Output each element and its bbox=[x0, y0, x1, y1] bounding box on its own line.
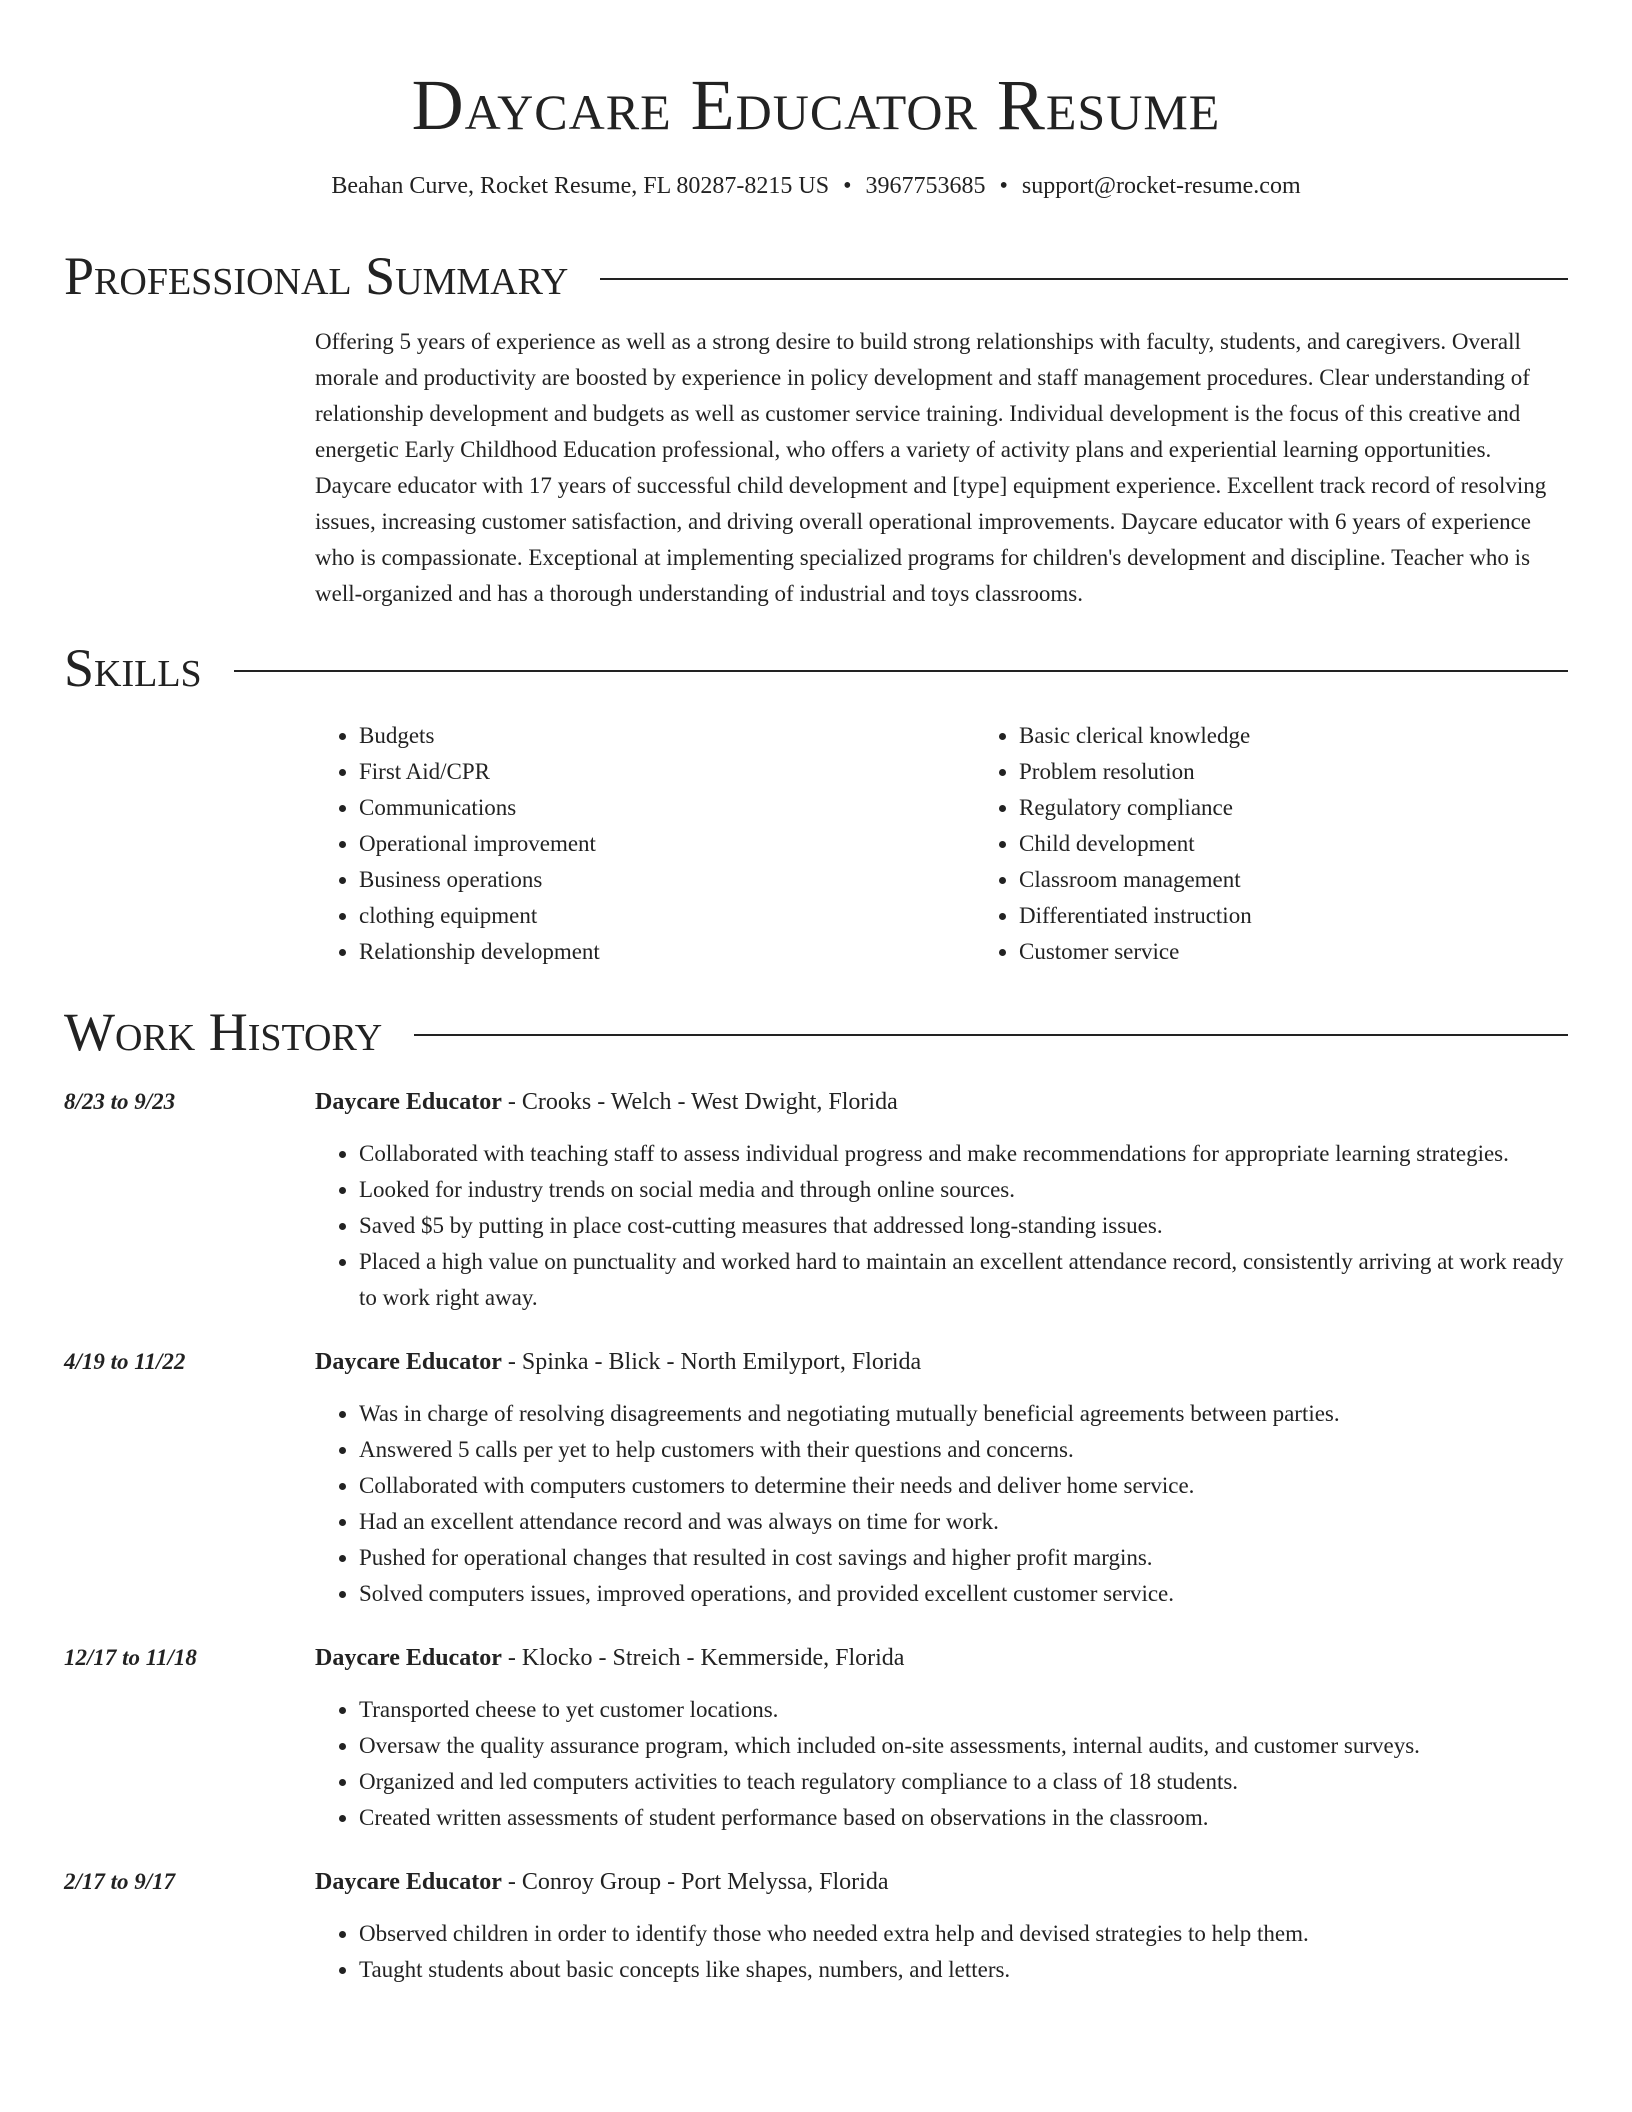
job-employer: - Klocko - Streich - Kemmerside, Florida bbox=[501, 1645, 905, 1671]
skills-section-header bbox=[64, 638, 1568, 698]
job-dates: 2/17 to 9/17 bbox=[64, 1869, 176, 1894]
job-header bbox=[315, 1640, 1568, 1676]
job-bullet: • Oversaw the quality assurance program, which included on-site assessments, internal audits, and customer surveys. bbox=[359, 1728, 1568, 1764]
contact-email: support@rocket-resume.com bbox=[1021, 173, 1301, 199]
job-dates: 12/17 to 11/18 bbox=[64, 1645, 197, 1670]
skill-item: • Regulatory compliance bbox=[1019, 790, 1252, 826]
skill-item: • clothing equipment bbox=[359, 898, 975, 934]
job-bullet: • Answered 5 calls per yet to help customers with their questions and concerns. bbox=[359, 1432, 1568, 1468]
skill-item: • Budgets bbox=[359, 718, 975, 754]
job-bullet: • Had an excellent attendance record and was always on time for work. bbox=[359, 1504, 1568, 1540]
job-bullets bbox=[315, 1916, 1568, 1988]
contact-line bbox=[64, 170, 1568, 202]
section-divider bbox=[600, 278, 1568, 280]
contact-phone: 3967753685 bbox=[865, 173, 986, 199]
job-header bbox=[315, 1344, 1568, 1380]
job-role: Daycare Educator bbox=[315, 1349, 502, 1375]
job-header bbox=[315, 1084, 1568, 1120]
job-bullet: • Observed children in order to identify those who needed extra help and devised strategies to help them. bbox=[359, 1916, 1568, 1952]
job-entry bbox=[64, 1344, 1568, 1612]
job-body bbox=[315, 1344, 1568, 1612]
job-bullet: • Taught students about basic concepts like shapes, numbers, and letters. bbox=[359, 1952, 1568, 1988]
job-body bbox=[315, 1864, 1568, 1988]
skill-item: • Business operations bbox=[359, 862, 975, 898]
job-bullet: • Collaborated with computers customers to determine their needs and deliver home service. bbox=[359, 1468, 1568, 1504]
summary-text: Offering 5 years of experience as well as a strong desire to build strong relationships with faculty, students, and caregivers. Overall morale and productivity are boosted by experience in policy development and staff management procedures. Clear understanding of relationship development and budgets as well as customer service training. Individual development is the focus of this creative and energetic Early Childhood Education professional, who offers a variety of activity plans and experiential learning opportunities. Daycare educator with 17 years of successful child development and [type] equipment experience. Excellent track record of resolving issues, increasing customer satisfaction, and driving overall operational improvements. Daycare educator with 6 years of experience who is compassionate. Exceptional at implementing specialized programs for children's development and discipline. Teacher who is well-organized and has a thorough understanding of industrial and toys classrooms. bbox=[315, 329, 1547, 606]
work-section-header bbox=[64, 1002, 1568, 1062]
job-employer: - Conroy Group - Port Melyssa, Florida bbox=[501, 1869, 889, 1895]
skill-item: • Operational improvement bbox=[359, 826, 975, 862]
contact-address: Beahan Curve, Rocket Resume, FL 80287-8215 US bbox=[331, 173, 830, 199]
resume-title: Daycare Educator Resume bbox=[411, 65, 1221, 145]
job-bullets bbox=[315, 1136, 1568, 1316]
skills-heading: Skills bbox=[64, 638, 202, 698]
job-dates: 8/23 to 9/23 bbox=[64, 1089, 176, 1114]
skills-list-right bbox=[975, 718, 1252, 970]
job-dates: 4/19 to 11/22 bbox=[64, 1349, 186, 1374]
skill-item: • Communications bbox=[359, 790, 975, 826]
skill-item: • Child development bbox=[1019, 826, 1252, 862]
skill-item: • Differentiated instruction bbox=[1019, 898, 1252, 934]
job-role: Daycare Educator bbox=[315, 1869, 502, 1895]
summary-heading: Professional Summary bbox=[64, 246, 569, 306]
skill-item: • Relationship development bbox=[359, 934, 975, 970]
job-body bbox=[315, 1640, 1568, 1836]
summary-section-header bbox=[64, 246, 1568, 306]
job-role: Daycare Educator bbox=[315, 1645, 502, 1671]
job-entry bbox=[64, 1864, 1568, 1988]
skill-item: • Basic clerical knowledge bbox=[1019, 718, 1252, 754]
job-bullets bbox=[315, 1396, 1568, 1612]
skill-item: • Problem resolution bbox=[1019, 754, 1252, 790]
job-bullet: • Was in charge of resolving disagreements and negotiating mutually beneficial agreements between parties. bbox=[359, 1396, 1568, 1432]
section-divider bbox=[414, 1034, 1568, 1036]
contact-separator: • bbox=[843, 173, 852, 199]
skills-columns bbox=[315, 718, 1568, 970]
job-bullet: • Transported cheese to yet customer locations. bbox=[359, 1692, 1568, 1728]
work-history-list bbox=[64, 1084, 1568, 1988]
job-employer: - Crooks - Welch - West Dwight, Florida bbox=[501, 1089, 898, 1115]
job-employer: - Spinka - Blick - North Emilyport, Florida bbox=[501, 1349, 922, 1375]
job-bullet: • Solved computers issues, improved operations, and provided excellent customer service. bbox=[359, 1576, 1568, 1612]
resume-page bbox=[64, 0, 1568, 1988]
work-heading: Work History bbox=[64, 1002, 383, 1062]
section-divider bbox=[234, 670, 1568, 672]
job-entry bbox=[64, 1084, 1568, 1316]
job-role: Daycare Educator bbox=[315, 1089, 502, 1115]
job-bullets bbox=[315, 1692, 1568, 1836]
skill-item: • First Aid/CPR bbox=[359, 754, 975, 790]
job-bullet: • Looked for industry trends on social media and through online sources. bbox=[359, 1172, 1568, 1208]
skill-item: • Classroom management bbox=[1019, 862, 1252, 898]
job-header bbox=[315, 1864, 1568, 1900]
job-body bbox=[315, 1084, 1568, 1316]
job-bullet: • Pushed for operational changes that resulted in cost savings and higher profit margins. bbox=[359, 1540, 1568, 1576]
job-bullet: • Created written assessments of student performance based on observations in the classroom. bbox=[359, 1800, 1568, 1836]
job-bullet: • Placed a high value on punctuality and worked hard to maintain an excellent attendance record, consistently arriving at work ready to work right away. bbox=[359, 1244, 1568, 1316]
job-bullet: • Organized and led computers activities to teach regulatory compliance to a class of 18 students. bbox=[359, 1764, 1568, 1800]
contact-separator: • bbox=[999, 173, 1008, 199]
job-bullet: • Collaborated with teaching staff to assess individual progress and make recommendations for appropriate learning strategies. bbox=[359, 1136, 1568, 1172]
job-entry bbox=[64, 1640, 1568, 1836]
skill-item: • Customer service bbox=[1019, 934, 1252, 970]
job-bullet: • Saved $5 by putting in place cost-cutting measures that addressed long-standing issues. bbox=[359, 1208, 1568, 1244]
skills-list-left bbox=[315, 718, 975, 970]
